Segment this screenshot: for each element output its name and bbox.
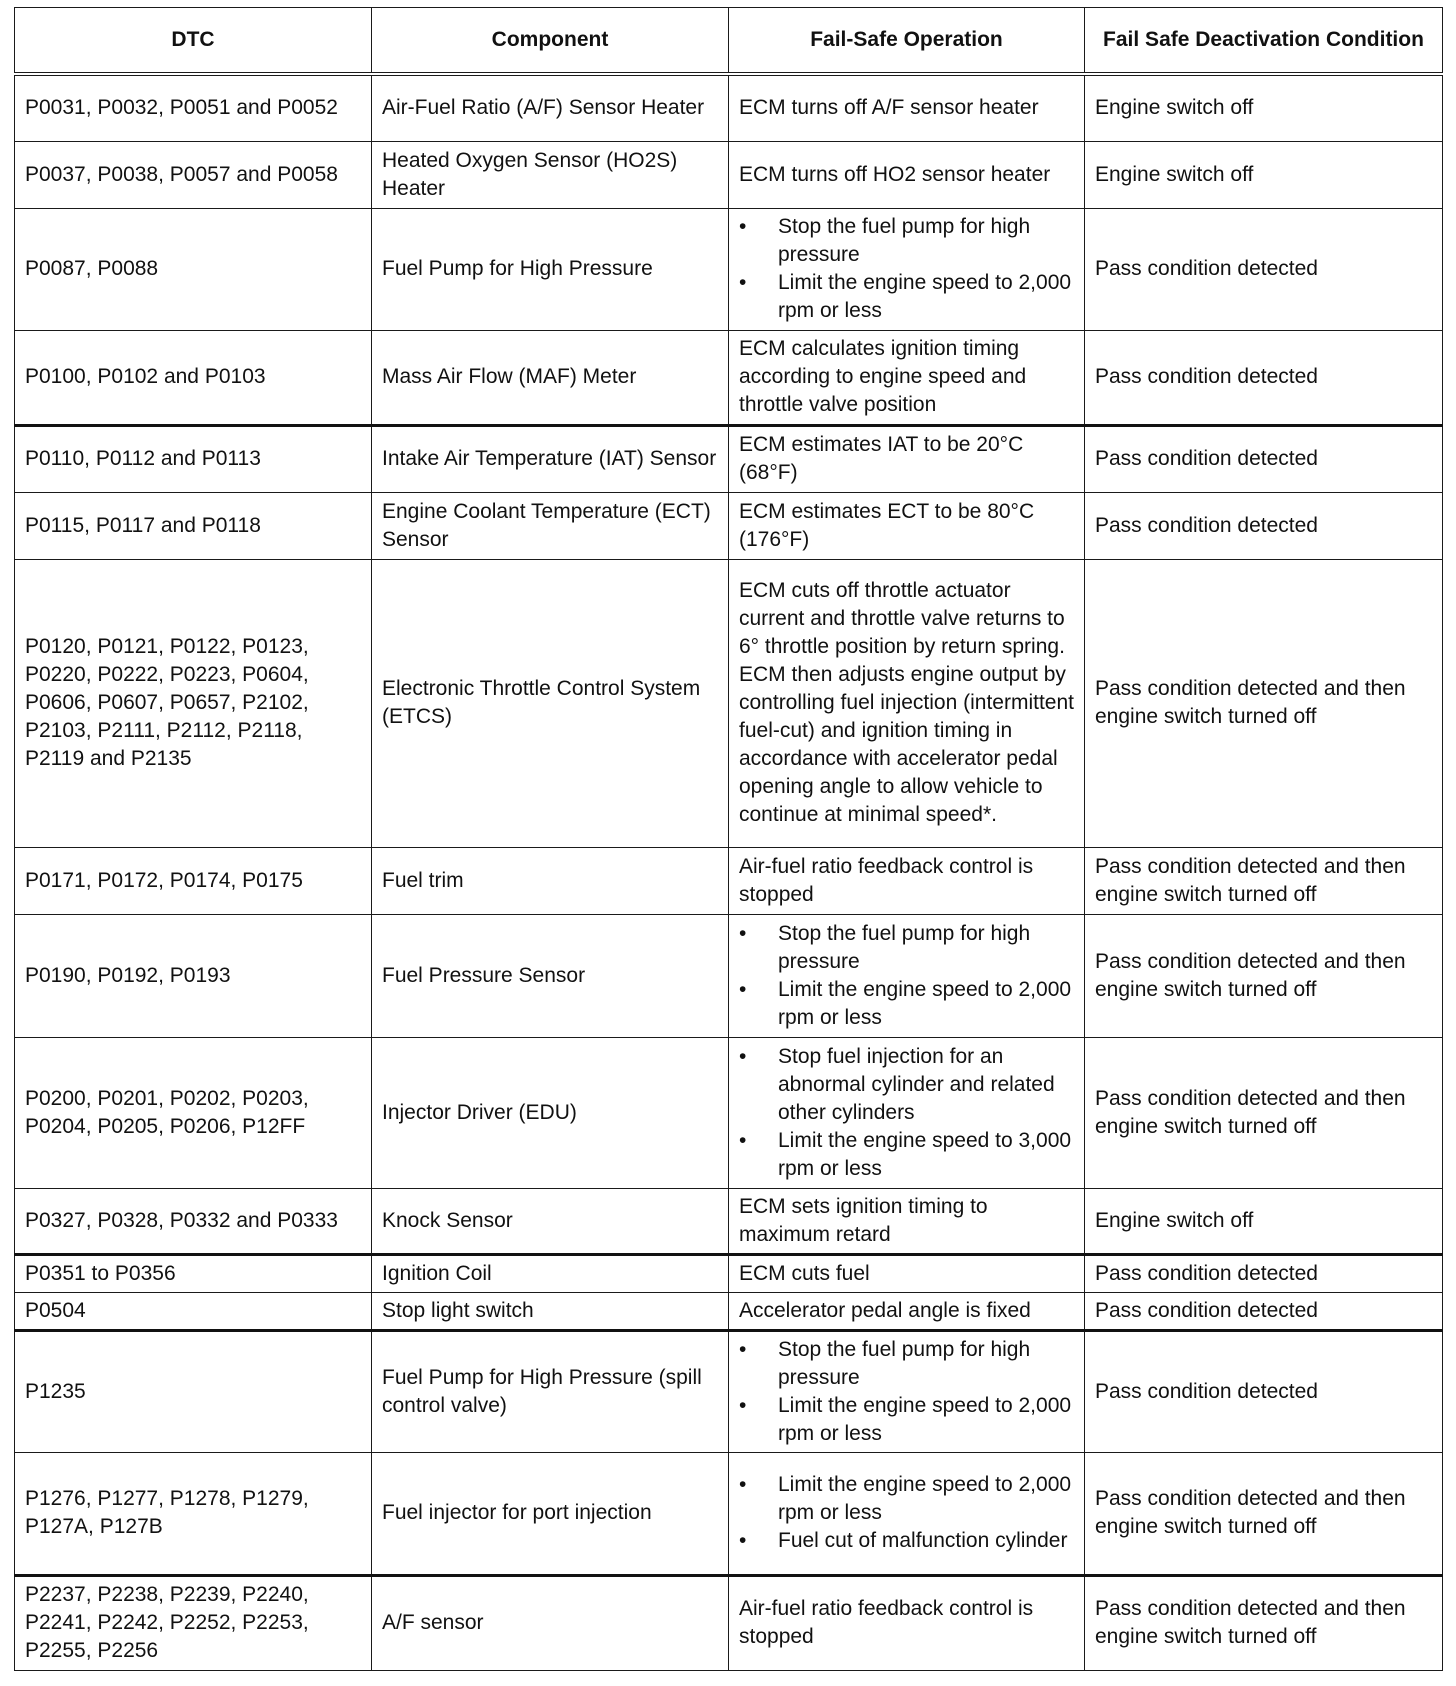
deactivation-cell: Pass condition detected and then engine switch turned off: [1085, 1037, 1443, 1188]
dtc-cell: P0327, P0328, P0332 and P0333: [15, 1188, 372, 1254]
component-cell: Intake Air Temperature (IAT) Sensor: [372, 425, 729, 492]
operation-cell: ECM cuts off throttle actuator current and throttle valve returns to 6° throttle position by return spring. ECM then adjusts engine output by controlling fuel injection (intermittent fuel-cut) and ignition timing in accordance with accelerator pedal opening angle to allow vehicle to continue at minimal speed*.: [729, 559, 1085, 847]
dtc-cell: P1276, P1277, P1278, P1279, P127A, P127B: [15, 1452, 372, 1575]
operation-list-item: • Stop the fuel pump for high pressure: [739, 1336, 1074, 1392]
table-row: [15, 208, 1443, 330]
header-operation: Fail-Safe Operation: [729, 8, 1085, 75]
operation-list-item: • Stop the fuel pump for high pressure: [739, 213, 1074, 269]
component-cell: Engine Coolant Temperature (ECT) Sensor: [372, 492, 729, 559]
dtc-cell: P0031, P0032, P0051 and P0052: [15, 74, 372, 141]
dtc-cell: P0200, P0201, P0202, P0203, P0204, P0205, P0206, P12FF: [15, 1037, 372, 1188]
deactivation-cell: Engine switch off: [1085, 74, 1443, 141]
operation-cell: ECM turns off HO2 sensor heater: [729, 141, 1085, 208]
deactivation-cell: Pass condition detected: [1085, 1292, 1443, 1330]
deactivation-cell: Pass condition detected: [1085, 208, 1443, 330]
dtc-cell: P0115, P0117 and P0118: [15, 492, 372, 559]
header-component: Component: [372, 8, 729, 75]
component-cell: Fuel Pressure Sensor: [372, 914, 729, 1037]
dtc-cell: P0351 to P0356: [15, 1254, 372, 1292]
deactivation-cell: Pass condition detected and then engine switch turned off: [1085, 914, 1443, 1037]
failsafe-table: [14, 7, 1443, 1671]
component-cell: Fuel Pump for High Pressure (spill control valve): [372, 1330, 729, 1452]
table-row: [15, 1575, 1443, 1670]
dtc-cell: P0087, P0088: [15, 208, 372, 330]
operation-cell: ECM estimates IAT to be 20°C (68°F): [729, 425, 1085, 492]
operation-cell: Air-fuel ratio feedback control is stopped: [729, 1575, 1085, 1670]
dtc-cell: P0110, P0112 and P0113: [15, 425, 372, 492]
table-row: [15, 1254, 1443, 1292]
component-cell: Heated Oxygen Sensor (HO2S) Heater: [372, 141, 729, 208]
operation-list: [739, 1336, 1074, 1448]
dtc-cell: P0037, P0038, P0057 and P0058: [15, 141, 372, 208]
table-row: [15, 141, 1443, 208]
operation-list-item: • Stop fuel injection for an abnormal cylinder and related other cylinders: [739, 1043, 1074, 1127]
operation-list: [739, 213, 1074, 325]
operation-list-item: • Limit the engine speed to 3,000 rpm or less: [739, 1127, 1074, 1183]
table-row: [15, 1452, 1443, 1575]
operation-list-item: • Limit the engine speed to 2,000 rpm or less: [739, 976, 1074, 1032]
table-row: [15, 492, 1443, 559]
header-row: [15, 8, 1443, 75]
dtc-cell: P0504: [15, 1292, 372, 1330]
table-row: [15, 1037, 1443, 1188]
component-cell: Mass Air Flow (MAF) Meter: [372, 330, 729, 425]
operation-cell: ECM sets ignition timing to maximum retard: [729, 1188, 1085, 1254]
component-cell: A/F sensor: [372, 1575, 729, 1670]
deactivation-cell: Pass condition detected and then engine switch turned off: [1085, 847, 1443, 914]
deactivation-cell: Pass condition detected and then engine switch turned off: [1085, 1575, 1443, 1670]
table-row: [15, 425, 1443, 492]
dtc-cell: P2237, P2238, P2239, P2240, P2241, P2242, P2252, P2253, P2255, P2256: [15, 1575, 372, 1670]
operation-cell: ECM turns off A/F sensor heater: [729, 74, 1085, 141]
table-row: [15, 74, 1443, 141]
dtc-cell: P1235: [15, 1330, 372, 1452]
dtc-cell: P0120, P0121, P0122, P0123, P0220, P0222, P0223, P0604, P0606, P0607, P0657, P2102, P2103, P2111, P2112, P2118, P2119 and P2135: [15, 559, 372, 847]
deactivation-cell: Pass condition detected: [1085, 330, 1443, 425]
component-cell: Electronic Throttle Control System (ETCS): [372, 559, 729, 847]
operation-cell: Accelerator pedal angle is fixed: [729, 1292, 1085, 1330]
table-row: [15, 559, 1443, 847]
dtc-cell: P0171, P0172, P0174, P0175: [15, 847, 372, 914]
deactivation-cell: Engine switch off: [1085, 141, 1443, 208]
table-row: [15, 1188, 1443, 1254]
operation-cell: [729, 1330, 1085, 1452]
operation-list-item: • Limit the engine speed to 2,000 rpm or less: [739, 269, 1074, 325]
operation-cell: ECM calculates ignition timing according to engine speed and throttle valve position: [729, 330, 1085, 425]
operation-list: [739, 1043, 1074, 1183]
operation-list-item: • Stop the fuel pump for high pressure: [739, 920, 1074, 976]
table-row: [15, 847, 1443, 914]
operation-list-item: • Limit the engine speed to 2,000 rpm or less: [739, 1392, 1074, 1448]
deactivation-cell: Pass condition detected and then engine switch turned off: [1085, 1452, 1443, 1575]
component-cell: Knock Sensor: [372, 1188, 729, 1254]
operation-cell: Air-fuel ratio feedback control is stopped: [729, 847, 1085, 914]
operation-cell: ECM cuts fuel: [729, 1254, 1085, 1292]
deactivation-cell: Pass condition detected: [1085, 492, 1443, 559]
component-cell: Injector Driver (EDU): [372, 1037, 729, 1188]
operation-list: [739, 920, 1074, 1032]
deactivation-cell: Pass condition detected: [1085, 425, 1443, 492]
dtc-cell: P0190, P0192, P0193: [15, 914, 372, 1037]
component-cell: Fuel injector for port injection: [372, 1452, 729, 1575]
dtc-cell: P0100, P0102 and P0103: [15, 330, 372, 425]
component-cell: Fuel trim: [372, 847, 729, 914]
operation-cell: [729, 914, 1085, 1037]
deactivation-cell: Pass condition detected: [1085, 1330, 1443, 1452]
operation-list-item: • Limit the engine speed to 2,000 rpm or less: [739, 1471, 1074, 1527]
component-cell: Ignition Coil: [372, 1254, 729, 1292]
deactivation-cell: Pass condition detected and then engine switch turned off: [1085, 559, 1443, 847]
operation-cell: [729, 208, 1085, 330]
header-deactivation: Fail Safe Deactivation Condition: [1085, 8, 1443, 75]
table-row: [15, 1330, 1443, 1452]
deactivation-cell: Pass condition detected: [1085, 1254, 1443, 1292]
operation-list-item: • Fuel cut of malfunction cylinder: [739, 1527, 1074, 1555]
operation-cell: ECM estimates ECT to be 80°C (176°F): [729, 492, 1085, 559]
operation-list: [739, 1471, 1074, 1555]
header-dtc: DTC: [15, 8, 372, 75]
component-cell: Fuel Pump for High Pressure: [372, 208, 729, 330]
operation-cell: [729, 1037, 1085, 1188]
operation-cell: [729, 1452, 1085, 1575]
deactivation-cell: Engine switch off: [1085, 1188, 1443, 1254]
table-row: [15, 914, 1443, 1037]
table-row: [15, 1292, 1443, 1330]
component-cell: Air-Fuel Ratio (A/F) Sensor Heater: [372, 74, 729, 141]
component-cell: Stop light switch: [372, 1292, 729, 1330]
table-row: [15, 330, 1443, 425]
